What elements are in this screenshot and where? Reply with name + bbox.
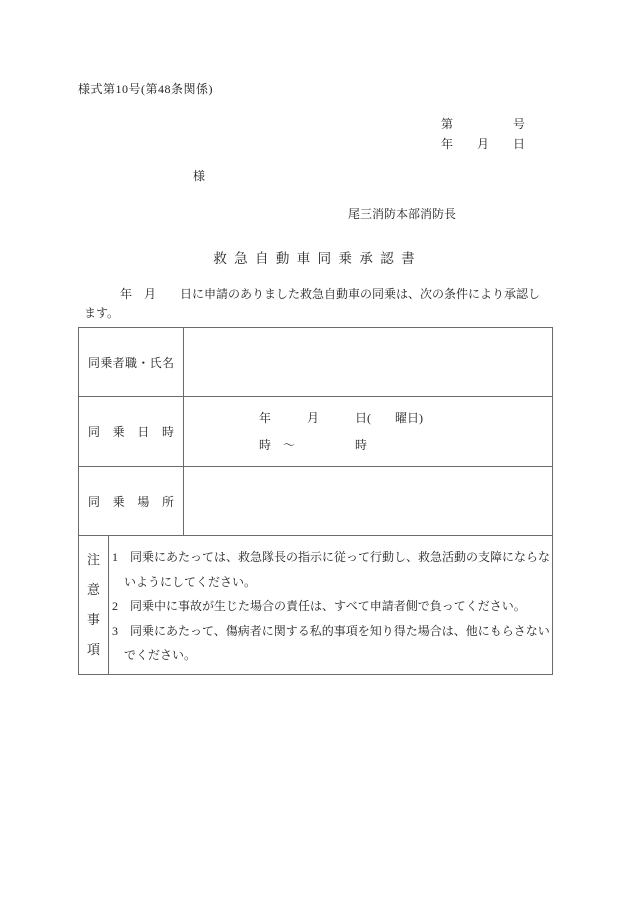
place-value-cell	[184, 467, 552, 535]
table-row-datetime	[79, 397, 552, 467]
document-number-line: 第 号	[441, 117, 526, 131]
note-item-1-line-2: いようにしてください。	[124, 574, 257, 589]
notes-content-cell	[109, 536, 552, 674]
datetime-date-line: 年 月 日( 曜日)	[259, 410, 423, 425]
approval-statement-line-2: ます。	[84, 306, 120, 320]
table-row-rider-name	[79, 328, 552, 397]
table-row-place	[79, 467, 552, 536]
notes-label-cell	[79, 536, 109, 674]
rider-name-label-cell	[79, 328, 184, 396]
issuer-name: 尾三消防本部消防長	[348, 207, 457, 221]
place-label: 同 乗 場 所	[88, 494, 174, 509]
table-row-notes	[79, 536, 552, 674]
document-title: 救 急 自 動 車 同 乗 承 認 書	[213, 251, 417, 266]
form-number: 様式第10号(第48条関係)	[78, 82, 213, 96]
form-table	[78, 327, 553, 675]
approval-statement-line-1: 年 月 日に申請のありました救急自動車の同乗は、次の条件により承認し	[84, 287, 541, 301]
datetime-label-cell	[79, 397, 184, 466]
addressee-honorific: 様	[193, 169, 206, 183]
approval-statement	[78, 285, 556, 323]
document-number-block	[441, 114, 525, 154]
note-item-2: 2 同乗中に事故が生じた場合の責任は、すべて申請者側で負ってください。	[112, 599, 526, 614]
note-item-3-line-1: 3 同乗にあたって、傷病者に関する私的事項を知り得た場合は、他にもらさない	[112, 623, 550, 638]
datetime-time-line: 時 ～ 時	[259, 437, 368, 452]
note-item-1-line-1: 1 同乗にあたっては、救急隊長の指示に従って行動し、救急活動の支障にならな	[112, 550, 551, 564]
place-label-cell	[79, 467, 184, 535]
notes-label: 注意事項	[86, 552, 100, 657]
rider-name-value-cell	[184, 328, 552, 396]
datetime-value-cell	[184, 397, 552, 466]
document-date-line: 年 月 日	[441, 137, 526, 151]
rider-name-label: 同乗者職・氏名	[88, 355, 174, 370]
datetime-label: 同 乗 日 時	[88, 425, 174, 439]
note-item-3-line-2: でください。	[124, 648, 197, 663]
